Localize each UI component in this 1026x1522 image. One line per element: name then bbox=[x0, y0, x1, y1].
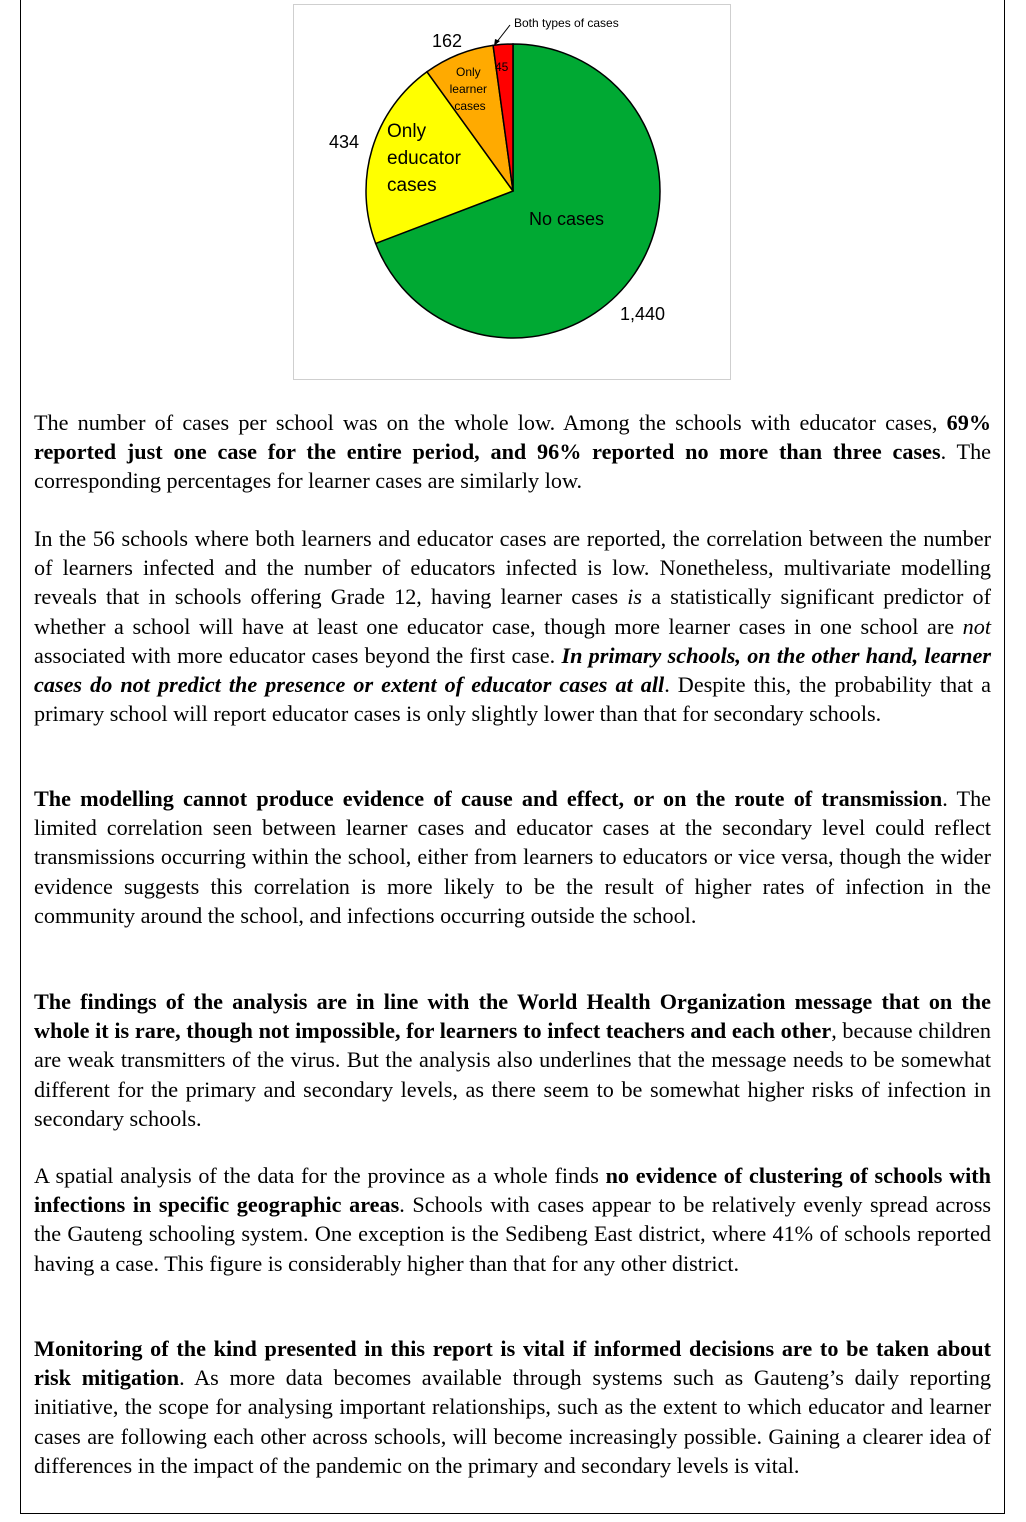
text-run: 69% reported just one case for the entire period, and 96% reported no more than three cases bbox=[34, 410, 991, 465]
text-run: . As more data becomes available through systems such as Gauteng’s daily reporting initiative, the scope for analysing important relationships, such as the extent to which educator and learner cases are following each other across schools, will become increasingly possible. Gaining a clearer idea of differences in the impact of the pandemic on the primary and secondary levels is vital. bbox=[34, 1365, 991, 1478]
text-run: a statistically significant predictor of whether a school will have at least one educator case, though more learner cases in one school are bbox=[34, 584, 991, 639]
text-run: no evidence of clustering of schools with infections in specific geographic areas bbox=[34, 1163, 991, 1218]
text-run: . Despite this, the probability that a primary school will report educator cases is only slightly lower than that for secondary schools. bbox=[34, 672, 991, 727]
page-border-left bbox=[20, 0, 21, 1514]
text-run: The number of cases per school was on the whole low. Among the schools with educator cases, bbox=[34, 410, 947, 435]
label-line: Only bbox=[387, 121, 427, 142]
text-run: . The corresponding percentages for learner cases are similarly low. bbox=[34, 439, 992, 494]
value-label-434: 434 bbox=[329, 132, 360, 152]
text-run: Monitoring of the kind presented in this report is vital if informed decisions are to be taken about risk mitigation bbox=[34, 1336, 991, 1391]
annotation-both-types: Both types of cases bbox=[514, 16, 619, 30]
label-line: learner bbox=[449, 82, 488, 96]
value-label-162: 162 bbox=[432, 31, 463, 51]
text-run: The findings of the analysis are in line with the World Health Organization message that on the whole it is rare, though not impossible, for learners to infect teachers and each other bbox=[34, 989, 991, 1044]
text-run: . Schools with cases appear to be relatively evenly spread across the Gauteng schooling system. One exception is the Sedibeng East district, where 41% of schools reported having a case. This figure is considerably higher than that for any other district. bbox=[34, 1192, 992, 1276]
label-line: cases bbox=[454, 99, 486, 113]
label-line: cases bbox=[387, 175, 437, 196]
text-run: , because children are weak transmitters of the virus. But the analysis also underlines that the message needs to be somewhat different for the primary and secondary levels, as there seem to be somewhat higher risks of infection in secondary schools. bbox=[34, 1018, 991, 1131]
page-border-right bbox=[1004, 0, 1005, 1514]
text-run: associated with more educator cases beyond the first case. bbox=[34, 642, 562, 668]
label-line: Only bbox=[455, 65, 481, 79]
paragraph-correlation-modelling bbox=[34, 524, 991, 728]
label-line: educator bbox=[387, 148, 461, 169]
paragraph-spatial-analysis bbox=[34, 1161, 991, 1278]
paragraph-monitoring bbox=[34, 1334, 991, 1480]
text-run: A spatial analysis of the data for the province as a whole finds bbox=[34, 1163, 606, 1188]
value-label-1440: 1,440 bbox=[620, 304, 666, 324]
text-run: In the 56 schools where both learners and educator cases are reported, the correlation between the number of learners infected and the number of educators infected is low. Nonetheless, multivariate modelling reveals that in schools offering Grade 12, having learner cases bbox=[34, 526, 991, 610]
slice-label-no-cases: No cases bbox=[529, 209, 605, 229]
page-border-bottom bbox=[20, 1513, 1005, 1514]
text-run: In primary schools, on the other hand, learner cases do not predict the presence or extent of educator cases at all bbox=[34, 642, 991, 698]
paragraph-case-counts bbox=[34, 408, 991, 496]
text-run: is bbox=[627, 584, 643, 610]
text-run: . The limited correlation seen between learner cases and educator cases at the secondary level could reflect transmissions occurring within the school, either from learners to educators or vice versa, though the wider evidence suggests this correlation is more likely to be the result of higher rates of infection in the community around the school, and infections occurring outside the school. bbox=[34, 786, 992, 928]
value-label-45: 45 bbox=[495, 60, 509, 74]
text-run: The modelling cannot produce evidence of cause and effect, or on the route of transmission bbox=[34, 786, 943, 811]
paragraph-cause-effect bbox=[34, 784, 991, 930]
paragraph-who-findings bbox=[34, 987, 991, 1133]
pie-chart bbox=[294, 5, 730, 379]
text-run: not bbox=[962, 613, 991, 639]
pie-chart-figure bbox=[293, 4, 731, 380]
